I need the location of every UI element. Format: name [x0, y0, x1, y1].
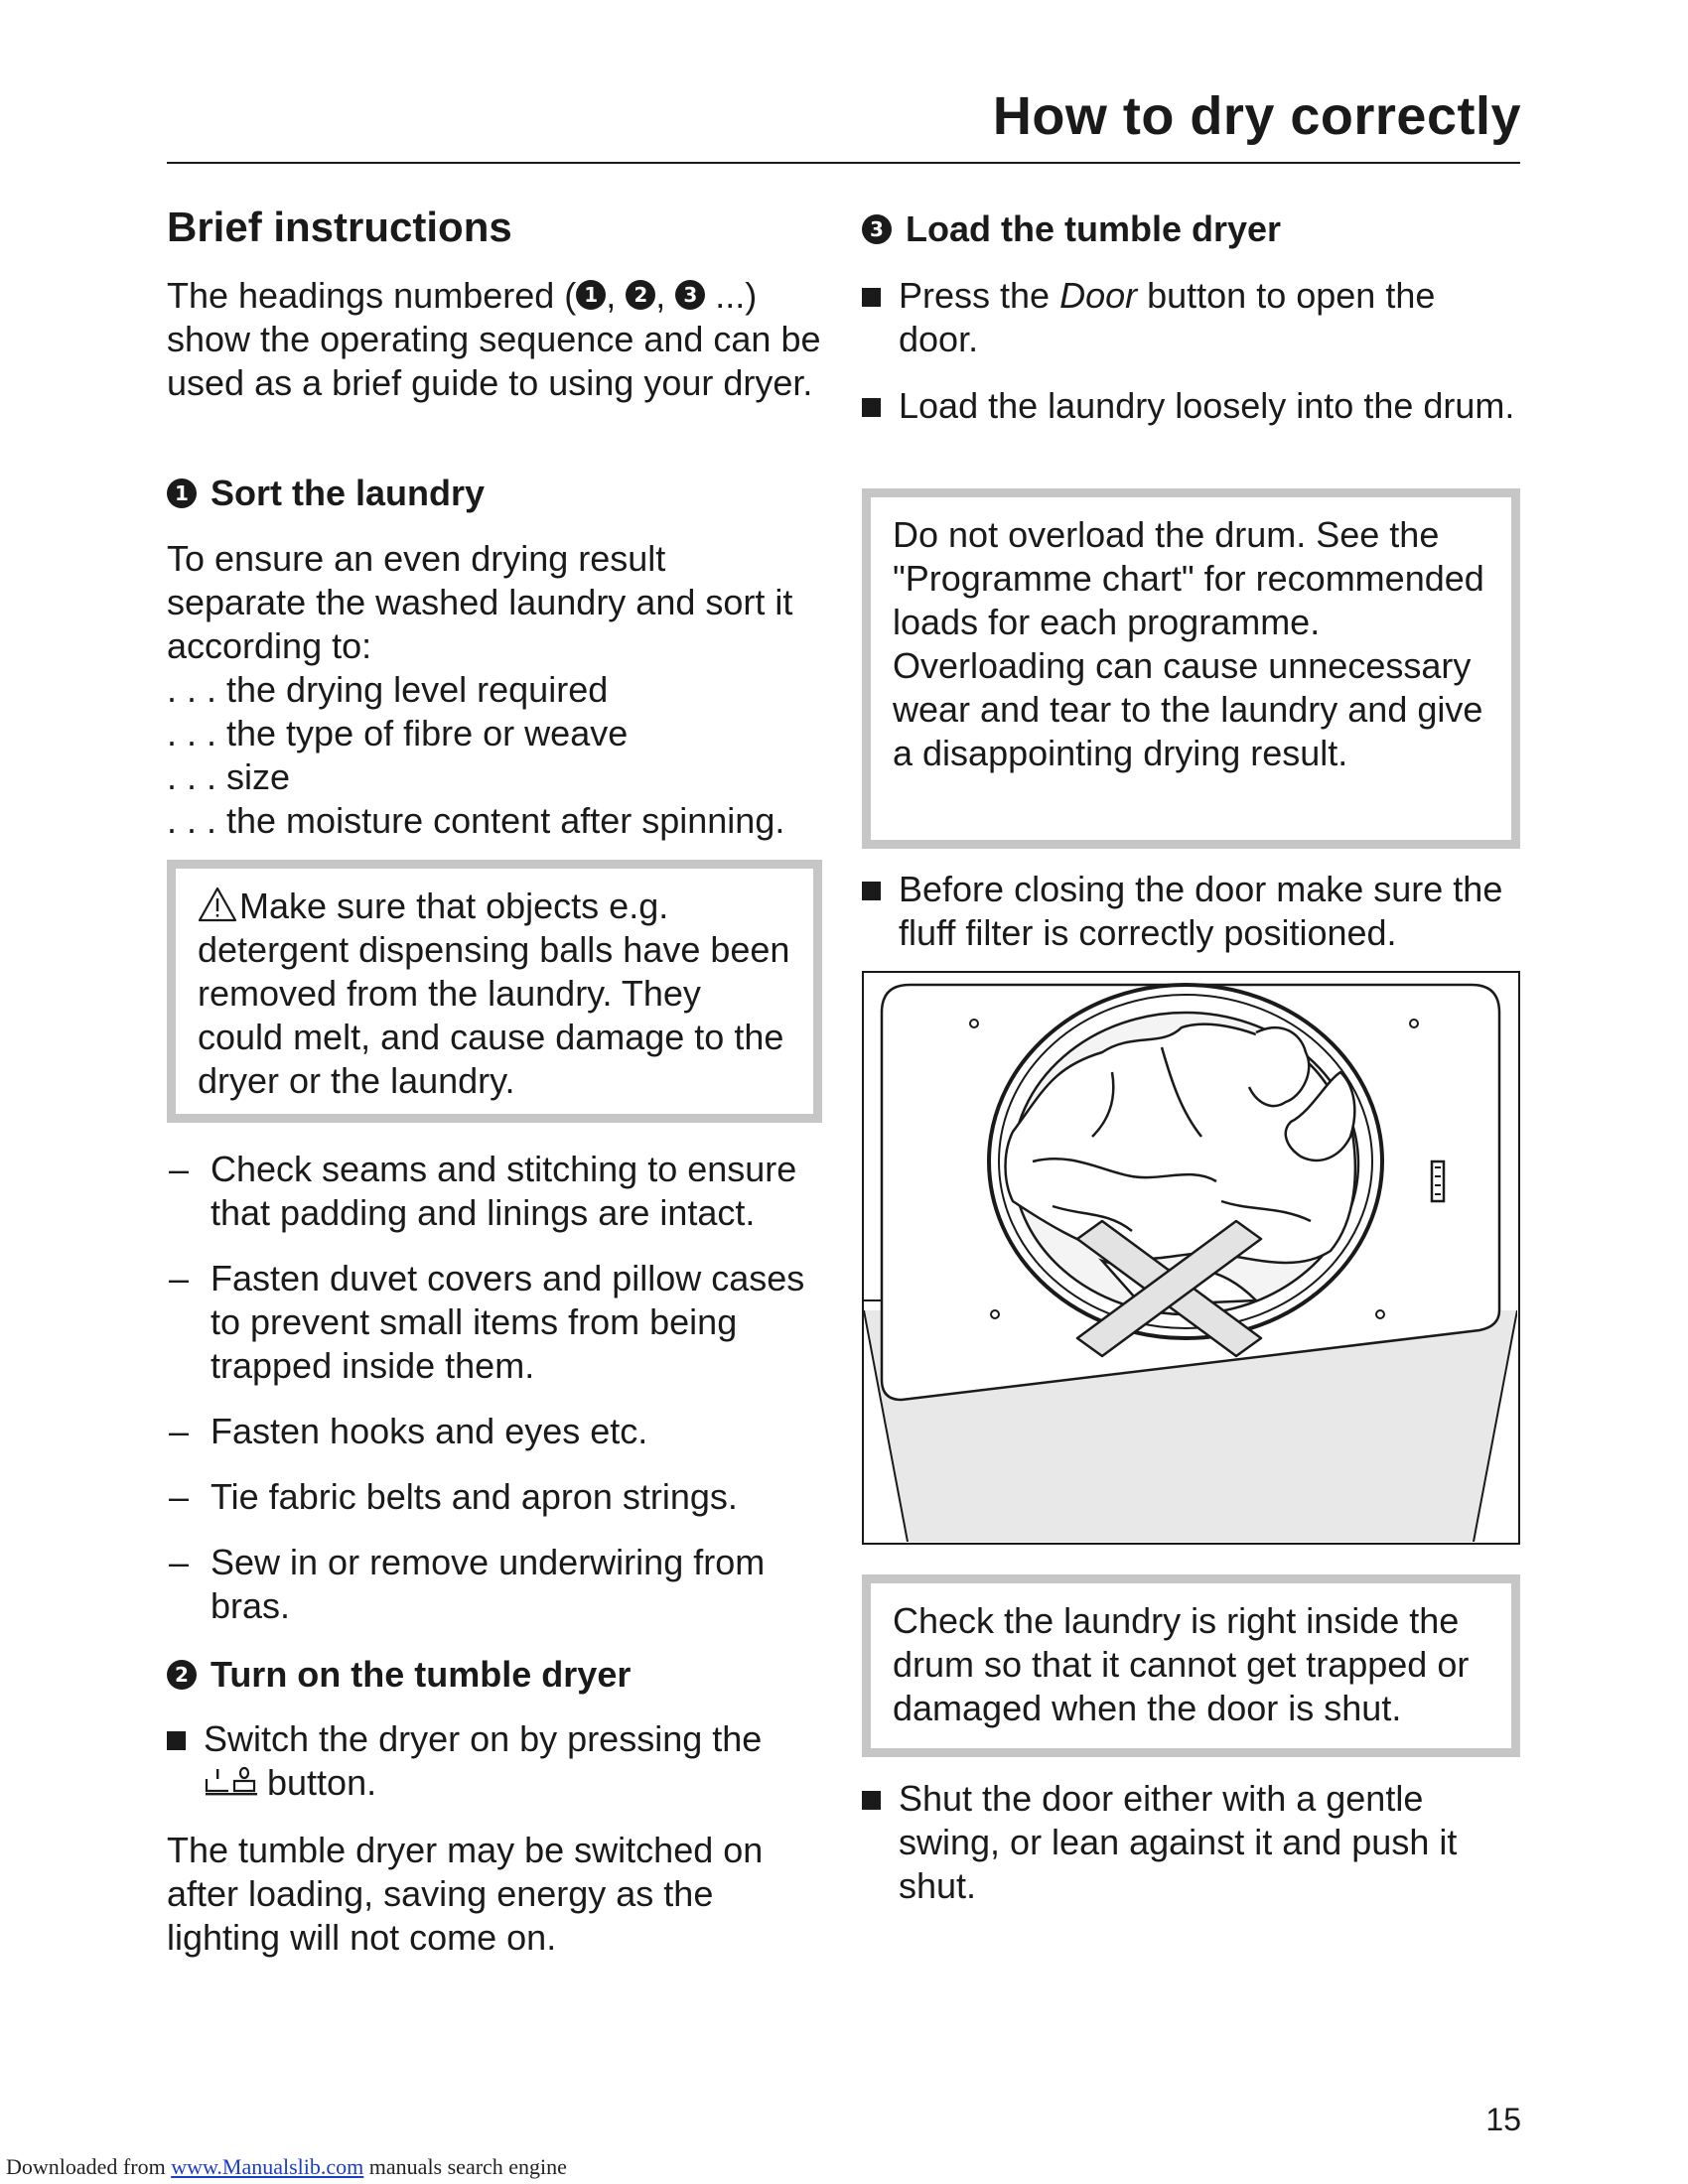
load-bullet	[862, 384, 1520, 428]
dash-marker: –	[169, 1258, 190, 1298]
list-item-text: Tie fabric belts and apron strings.	[211, 1476, 738, 1517]
dash-marker: –	[169, 1542, 190, 1582]
sort-line: . . . size	[167, 756, 291, 797]
preparation-list	[167, 1148, 842, 1628]
step3-heading	[862, 208, 1281, 250]
list-item	[167, 1475, 842, 1519]
footer-text: Downloaded from	[6, 2154, 172, 2179]
intro-separator: ,	[606, 275, 627, 316]
step-number-1-icon: 1	[167, 478, 197, 508]
list-item	[167, 1257, 842, 1388]
bullet-text-end: button to open the door.	[899, 275, 1436, 359]
intro-text-start: The headings numbered (	[167, 275, 577, 316]
bullet-text: Shut the door either with a gentle swing, or lean against it and push it shut.	[899, 1778, 1458, 1906]
bullet-text-start: Switch the dryer on by pressing the	[204, 1718, 763, 1759]
step-number-3-icon: 3	[862, 214, 892, 244]
sort-criteria	[167, 537, 842, 843]
bullet-text-end: button.	[267, 1762, 377, 1803]
dash-marker: –	[169, 1149, 190, 1189]
list-item	[167, 1410, 842, 1453]
overload-note: Do not overload the drum. See the "Programme chart" for recommended loads for each programme. Overloading can cause unnecessary wear and tear to the laundry and give a disappointing drying result.	[862, 488, 1520, 849]
list-item	[167, 1148, 842, 1235]
bullet-marker	[862, 274, 899, 361]
bullet-marker	[862, 1777, 899, 1908]
step-number-3-icon: 3	[675, 280, 705, 310]
step-number-1-icon: 1	[576, 280, 606, 310]
on-off-button-icon	[204, 1765, 259, 1799]
bullet-text: Before closing the door make sure the fluff filter is correctly positioned.	[899, 869, 1503, 953]
door-bullet	[862, 274, 1520, 361]
step-number-2-icon: 2	[167, 1660, 197, 1690]
footer-text: manuals search engine	[363, 2154, 567, 2179]
sort-line: separate the washed laundry and sort it	[167, 582, 793, 622]
list-item-text: Fasten hooks and eyes etc.	[211, 1411, 648, 1451]
switch-on-note: The tumble dryer may be switched on after loading, saving energy as the lighting will not come on.	[167, 1830, 764, 1958]
page-title: How to dry correctly	[992, 86, 1521, 146]
step1-title: Sort the laundry	[211, 473, 486, 513]
intro-text-end: ...) show the operating sequence and can be used as a brief guide to using your dryer.	[167, 275, 821, 403]
laundry-check-note: Check the laundry is right inside the drum so that it cannot get trapped or damaged when the door is shut.	[862, 1574, 1520, 1757]
warning-icon	[198, 886, 237, 923]
bullet-text	[899, 274, 1520, 361]
step2-title: Turn on the tumble dryer	[211, 1654, 632, 1695]
list-item	[167, 1541, 842, 1628]
step3-title: Load the tumble dryer	[906, 208, 1282, 249]
sort-line: To ensure an even drying result	[167, 538, 666, 579]
page-number: 15	[1485, 2102, 1521, 2137]
bullet-marker	[862, 868, 899, 955]
manualslib-link[interactable]: www.Manualslib.com	[171, 2154, 364, 2179]
intro-paragraph	[167, 274, 822, 405]
fluff-filter-bullet	[862, 868, 1520, 955]
bullet-text	[204, 1717, 762, 1805]
dash-marker: –	[169, 1476, 190, 1517]
shut-door-bullet	[862, 1777, 1520, 1908]
bullet-text: Load the laundry loosely into the drum.	[899, 385, 1515, 426]
intro-separator: ,	[655, 275, 676, 316]
header-divider	[167, 162, 1520, 164]
sort-line: according to:	[167, 625, 372, 666]
bullet-marker	[167, 1717, 204, 1805]
step2-heading	[167, 1654, 631, 1696]
step-number-2-icon: 2	[626, 280, 655, 310]
step1-heading	[167, 473, 485, 514]
sort-line: . . . the moisture content after spinning.	[167, 800, 785, 841]
section-heading: Brief instructions	[167, 204, 512, 250]
list-item-text: Sew in or remove underwiring from bras.	[211, 1542, 766, 1626]
bullet-text-start: Press the	[899, 275, 1060, 316]
bullet-marker	[862, 384, 899, 428]
sort-line: . . . the type of fibre or weave	[167, 713, 629, 753]
dash-marker: –	[169, 1411, 190, 1451]
warning-text: Make sure that objects e.g. detergent dispensing balls have been removed from the laundry. They could melt, and cause damage to the dryer or the laundry.	[198, 886, 790, 1101]
warning-box	[167, 860, 822, 1123]
list-item-text: Check seams and stitching to ensure that padding and linings are intact.	[211, 1149, 797, 1233]
download-footer	[6, 2154, 567, 2180]
door-button-name: Door	[1059, 275, 1138, 316]
list-item-text: Fasten duvet covers and pillow cases to prevent small items from being trapped inside them.	[211, 1258, 805, 1386]
overloaded-drum-illustration	[862, 971, 1520, 1545]
dryer-drum-figure	[864, 973, 1517, 1542]
switch-on-bullet	[167, 1717, 822, 1805]
sort-line: . . . the drying level required	[167, 669, 609, 710]
